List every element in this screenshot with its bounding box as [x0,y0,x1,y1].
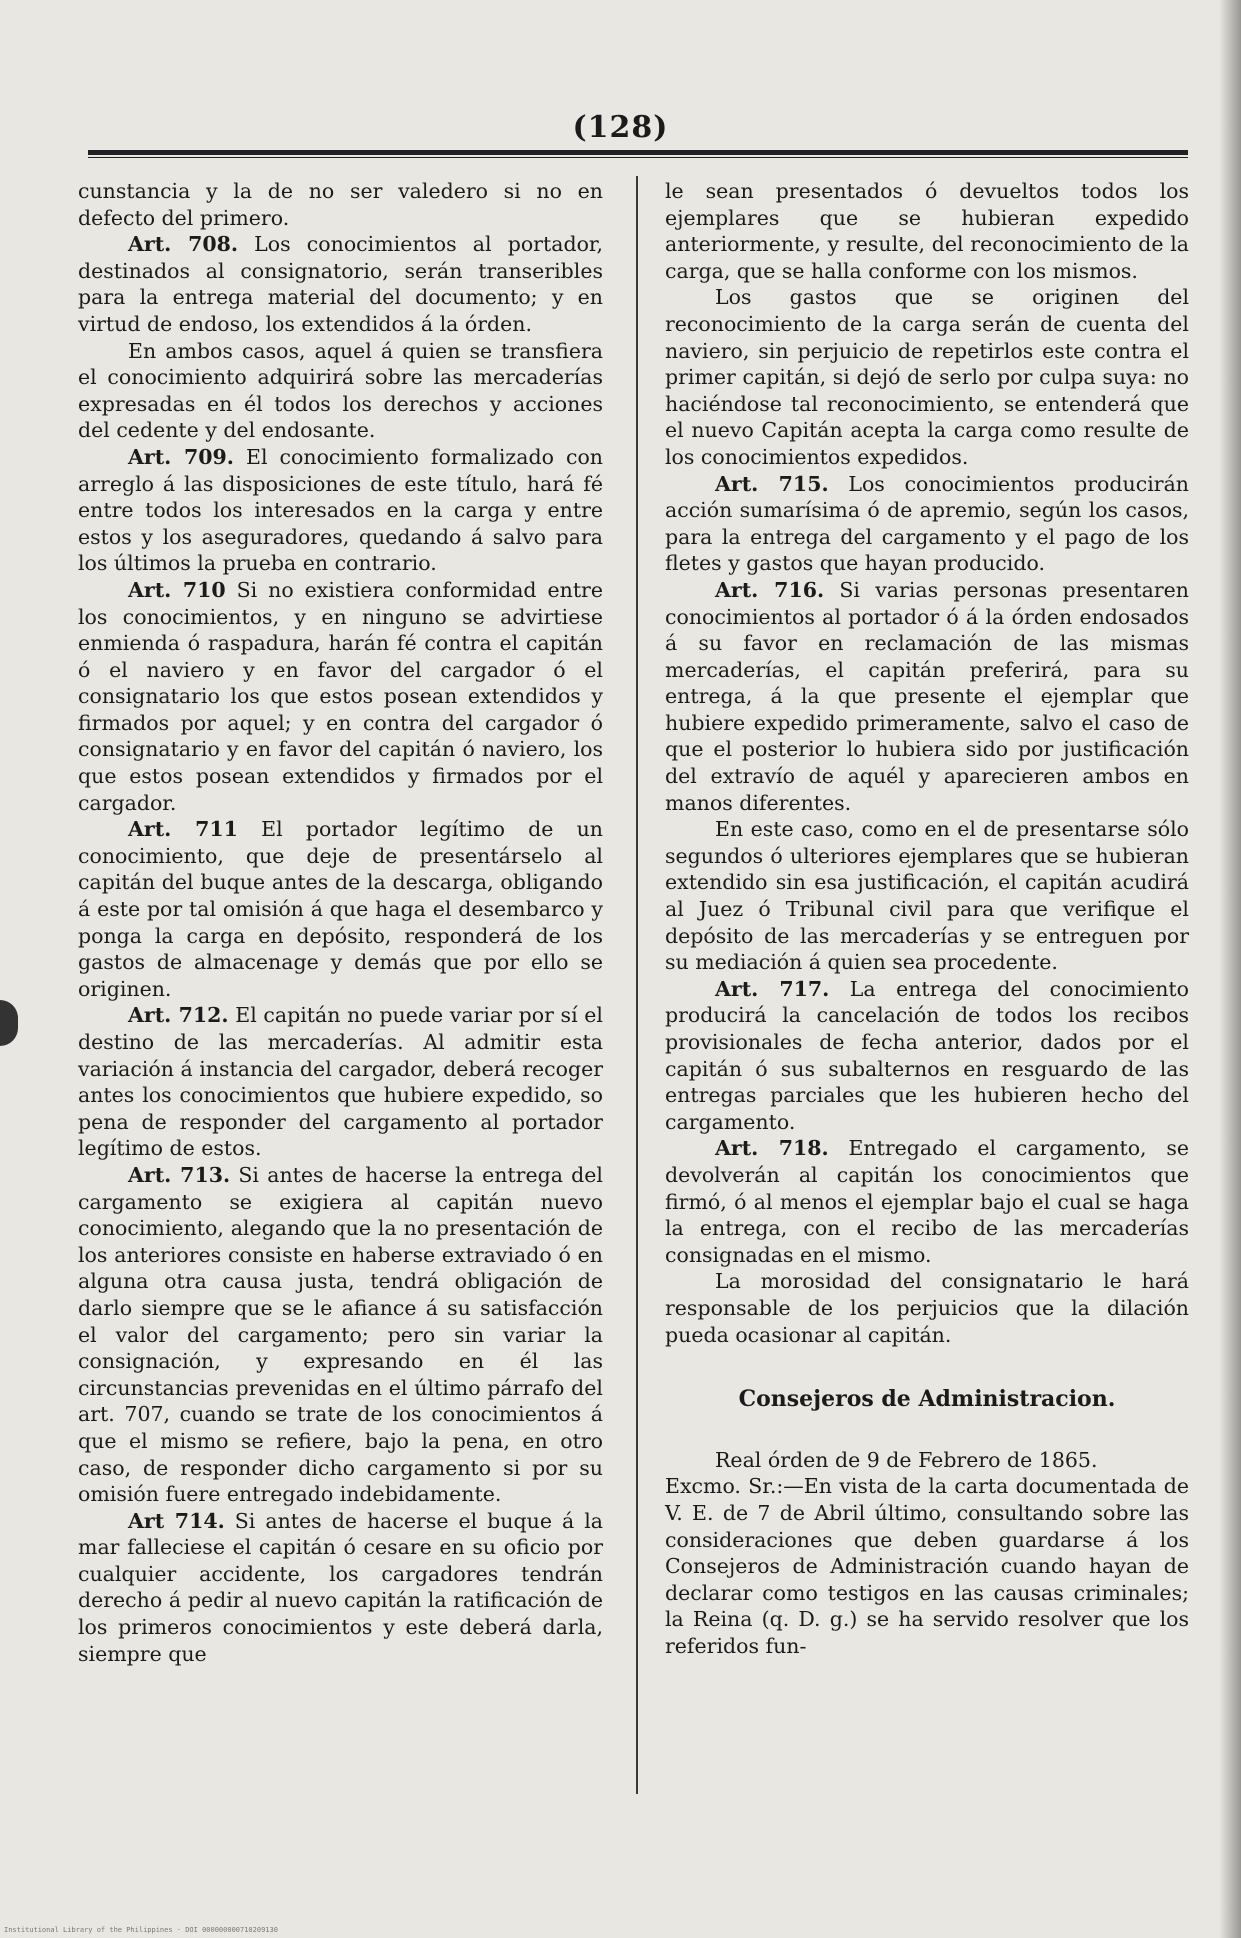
section-paragraph: Excmo. Sr.:—En vista de la carta documentada de V. E. de 7 de Abril último, consultando sobre las consideraciones que deben guardarse á los Consejeros de Administración cuando hayan de declarar como testigos en las causas criminales; la Reina (q. D. g.) se ha servido resolver que los referidos fun- [665,1474,1189,1658]
binding-mark [0,1000,18,1046]
footer-credit: Institutional Library of the Philippines · DOI 000000000710209130 [4,1926,278,1934]
right-paragraph: Art. 717. La entrega del conocimiento producirá la cancelación de todos los recibos provisionales de fecha anterior, dados por el capitán ó sus subalternos en resguardo de las entregas parciales que les hubieren hecho del cargamento. [665,976,1189,1134]
left-paragraph: En ambos casos, aquel á quien se transfiera el conocimiento adquirirá sobre las mercaderías expresadas en él todos los derechos y acciones del cedente y del endosante. [78,338,603,443]
article-number: Art. 709. [128,444,234,469]
right-column [665,178,1189,1659]
right-paragraph: Los gastos que se originen del reconocimiento de la carga serán de cuenta del naviero, sin perjuicio de repetirlos este contra el primer capitán, si dejó de serlo por culpa suya: no haciéndose tal reconocimiento, se entenderá que el nuevo Capitán acepta la carga como resulte de los conocimientos expedidos. [665,285,1189,469]
left-paragraph: Art. 713. Si antes de hacerse la entrega del cargamento se exigiera al capitán nuevo conocimiento, alegando que la no presentación de los anteriores consiste en haberse extraviado ó en alguna otra causa justa, tendrá obligación de darlo siempre que se le afiance á su satisfacción el valor del cargamento; pero sin variar la consignación, y expresando en él las circunstancias prevenidas en el último párrafo del art. 707, cuando se trate de los conocimientos á que el mismo se refiere, bajo la pena, en otro caso, de responder dicho cargamento si por su omisión fuere entregado indebidamente. [78,1162,603,1507]
left-paragraph: Art. 711 El portador legítimo de un conocimiento, que deje de presentárselo al capitán del buque antes de la descarga, obligando á este por tal omisión á que haga el desembarco y ponga la carga en depósito, responderá de los gastos de almacenage y demás que por ello se originen. [78,817,603,1001]
right-column-body [665,178,1189,1348]
article-number: Art. 718. [715,1136,829,1161]
right-paragraph: En este caso, como en el de presentarse sólo segundos ó ulteriores ejemplares que se hubieran extendido sin esa justificación, el capitán acudirá al Juez ó Tribunal civil para que verifique el depósito de las mercaderías y se entreguen por su mediación á quien sea procedente. [665,817,1189,975]
left-paragraph: Art 714. Si antes de hacerse el buque á la mar falleciese el capitán ó cesare en su oficio por cualquier accidente, los cargadores tendrán derecho á pedir al nuevo capitán la ratificación de los primeros conocimientos y este deberá darla, siempre que [78,1508,603,1666]
article-number: Art. 710 [128,577,226,602]
header-rule [88,150,1188,158]
left-column [78,178,603,1667]
article-number: Art. 711 [128,817,238,842]
right-paragraph: le sean presentados ó devueltos todos los ejemplares que se hubieran expedido anteriormente, y resulte, del reconocimiento de la carga, que se halla conforme con los mismos. [665,179,1189,283]
article-number: Art. 717. [715,976,830,1001]
right-paragraph: Art. 716. Si varias personas presentaren conocimientos al portador ó á la órden endosados á su favor en reclamación de las mismas mercaderías, el capitán preferirá, para su entrega, á la que presente el ejemplar que hubiere expedido primeramente, salvo el caso de que el posterior lo hubiera sido por justificación del extravío de aquél y aparecieren ambos en manos diferentes. [665,577,1189,815]
right-paragraph: La morosidad del consignatario le hará responsable de los perjuicios que la dilación pueda ocasionar al capitán. [665,1269,1189,1347]
left-paragraph: cunstancia y la de no ser valedero si no en defecto del primero. [78,179,603,230]
left-paragraph: Art. 712. El capitán no puede variar por sí el destino de las mercaderías. Al admitir esta variación á instancia del cargador, deberá recoger antes los conocimientos que hubiere expedido, so pena de responder del cargamento al portador legítimo de estos. [78,1003,604,1161]
left-paragraph: Art. 709. El conocimiento formalizado con arreglo á las disposiciones de este título, hará fé entre todos los interesados en la carga y entre estos y los aseguradores, quedando á salvo para los últimos la prueba en contrario. [78,444,603,576]
article-number: Art 714. [128,1508,225,1533]
article-number: Art. 712. [128,1003,229,1028]
article-number: Art. 715. [715,471,829,496]
left-paragraph: Art. 708. Los conocimientos al portador, destinados al consignatorio, serán transeribles para la entrega material del documento; y en virtud de endoso, los extendidos á la órden. [78,232,603,336]
article-number: Art. 708. [128,232,239,257]
article-number: Art. 713. [128,1162,231,1187]
left-paragraph: Art. 710 Si no existiera conformidad entre los conocimientos, y en ninguno se advirtiese enmienda ó raspadura, harán fé contra el capitán ó el naviero y en favor del cargador ó el consignatario los que estos posean extendidos y firmados por aquel; y en contra del cargador ó consignatario y en favor del capitán ó naviero, los que estos posean extendidos y firmados por el cargador. [78,577,603,815]
section-date: Real órden de 9 de Febrero de 1865. [715,1447,1098,1472]
page-edge-shadow [1219,0,1241,1938]
column-divider [636,176,638,1794]
page-number: (128) [572,110,669,145]
section-title: Consejeros de Administracion. [738,1386,1116,1413]
right-paragraph: Art. 715. Los conocimientos producirán acción sumarísima ó de apremio, según los casos, para la entrega del cargamento y el pago de los fletes y gastos que hayan producido. [665,471,1189,576]
article-number: Art. 716. [715,577,825,602]
right-paragraph: Art. 718. Entregado el cargamento, se devolverán al capitán los conocimientos que firmó, ó al menos el ejemplar bajo el cual se haga la entrega, con el recibo de las mercaderías consignadas en el mismo. [665,1136,1189,1267]
